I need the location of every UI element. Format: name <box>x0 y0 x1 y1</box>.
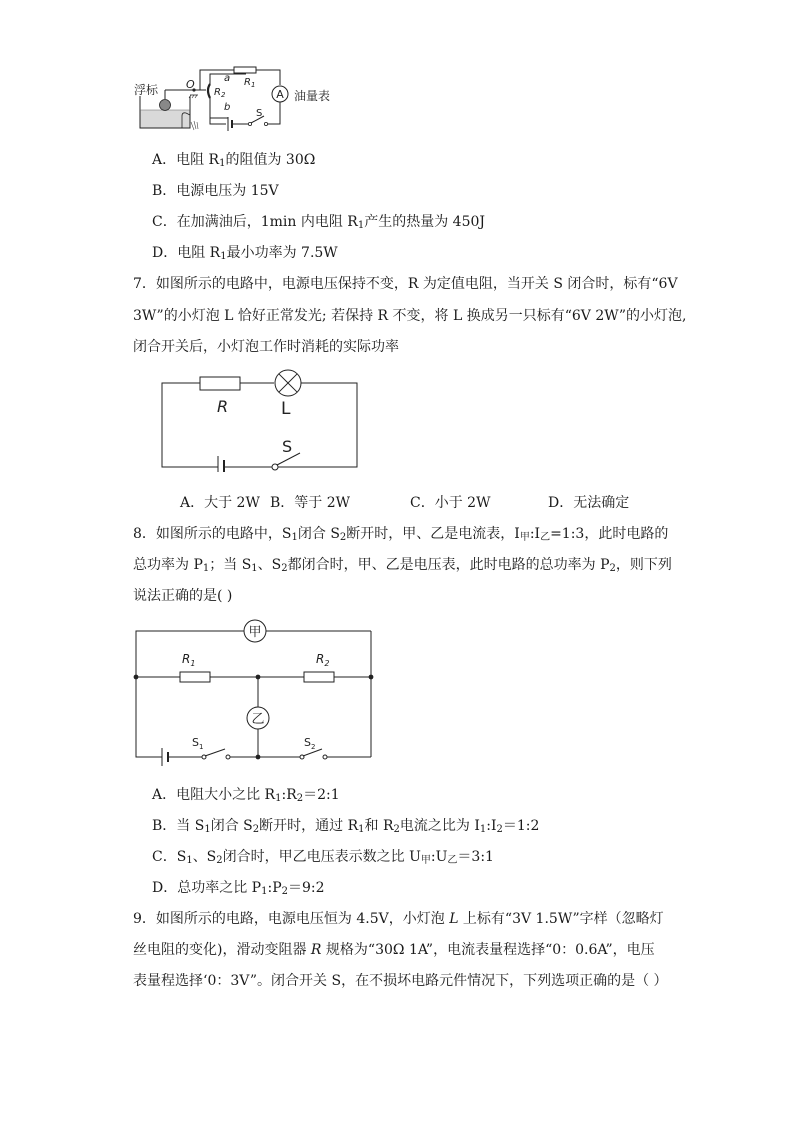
contact-b-label: b <box>224 102 231 113</box>
switch-s2-label: $S_2$ <box>304 736 316 751</box>
resistor-r <box>200 377 240 390</box>
q6-option-a: A．电阻 $R_1$的阻值为 30Ω <box>152 152 316 169</box>
r1-resistor <box>234 67 256 73</box>
q7-option-a: A．大于 2W <box>180 495 260 511</box>
oil-gauge-circuit-figure <box>128 58 368 140</box>
q9-text-line-3: 表量程选择‘0：3V”。闭合开关 S，在不损坏电路元件情况下，下列选项正确的是（ ） <box>133 973 668 989</box>
ammeter-label: A <box>276 88 284 101</box>
contact-a-label: a <box>224 73 231 84</box>
float-label: 浮标 <box>134 83 159 97</box>
q8-text-line-2: 总功率为 $P_1$；当 $S_1$、$S_2$都闭合时，甲、乙是电压表，此时电路的总功率为 $P_2$，则下列 <box>133 557 672 574</box>
resistor-r-label: R <box>217 397 229 416</box>
q9-text-line-2: 丝电阻的变化)，滑动变阻器 R 规格为“30Ω 1A”，电流表量程选择“0：0.6A”，电压 <box>133 942 655 958</box>
oil-meter-label: 油量表 <box>294 89 331 103</box>
q9-text-line-1: 9．如图所示的电路，电源电压恒为 4.5V，小灯泡 L 上标有“3V 1.5W”字样（忽略灯 <box>133 911 664 927</box>
resistor-r2 <box>304 672 334 682</box>
q7-text-line-2: 3W”的小灯泡 L 恰好正常发光; 若保持 R 不变，将 L 换成另一只标有“6V 2W”的小灯泡, <box>133 308 687 324</box>
float-ball <box>160 100 171 111</box>
q8-circuit-figure <box>130 618 376 772</box>
resistor-r1-label: $R_1$ <box>182 652 196 668</box>
q8-option-c: C．$S_1$、$S_2$闭合时，甲乙电压表示数之比 $U_甲:U_乙=3:1$ <box>152 849 494 866</box>
resistor-r2-label: $R_2$ <box>316 652 330 668</box>
q8-option-d: D．总功率之比 $P_1:P_2=9:2$ <box>152 880 325 897</box>
q8-option-b: B．当 $S_1$闭合 $S_2$断开时，通过 $R_1$和 $R_2$电流之比为 $I_1:I_2=1:2$ <box>152 818 540 835</box>
lamp-l-label: L <box>281 399 291 419</box>
switch-s-label: S <box>282 437 293 456</box>
q8-text-line-3: 说法正确的是( ) <box>133 588 233 604</box>
r1-label: $R_1$ <box>244 77 256 89</box>
q7-circuit-figure <box>160 364 362 472</box>
switch-label: S <box>256 108 263 119</box>
meter-jia-label: 甲 <box>248 625 262 640</box>
q6-option-d: D．电阻 $R_1$最小功率为 7.5W <box>152 245 338 262</box>
r2-variable-resistor <box>208 84 210 98</box>
lamp-l <box>275 370 301 396</box>
q7-text-line-1: 7．如图所示的电路中，电源电压保持不变，R 为定值电阻，当开关 S 闭合时，标有“6V <box>133 276 678 292</box>
q6-option-c: C．在加满油后，1min 内电阻 $R_1$产生的热量为 450J <box>152 214 486 231</box>
resistor-r1 <box>180 672 210 682</box>
q7-options-row <box>0 493 794 513</box>
q7-option-c: C．小于 2W <box>410 495 491 511</box>
q7-option-b: B．等于 2W <box>270 495 351 511</box>
q7-option-d: D．无法确定 <box>548 495 630 511</box>
pivot-o-label: O <box>186 78 195 91</box>
q7-text-line-3: 闭合开关后，小灯泡工作时消耗的实际功率 <box>133 339 399 355</box>
switch-s1-label: $S_1$ <box>192 736 204 751</box>
meter-yi-label: 乙 <box>251 712 265 727</box>
q8-option-a: A．电阻大小之比 $R_1:R_2=2:1$ <box>152 787 340 804</box>
switch-s1-blade <box>205 749 225 756</box>
q6-option-b: B．电源电压为 15V <box>152 183 279 199</box>
q8-text-line-1: 8．如图所示的电路中，$S_1$闭合 $S_2$断开时，甲、乙是电流表，$I_甲:I_乙=1:3$，此时电路的 <box>133 526 669 543</box>
r2-label: $R_2$ <box>214 87 226 99</box>
